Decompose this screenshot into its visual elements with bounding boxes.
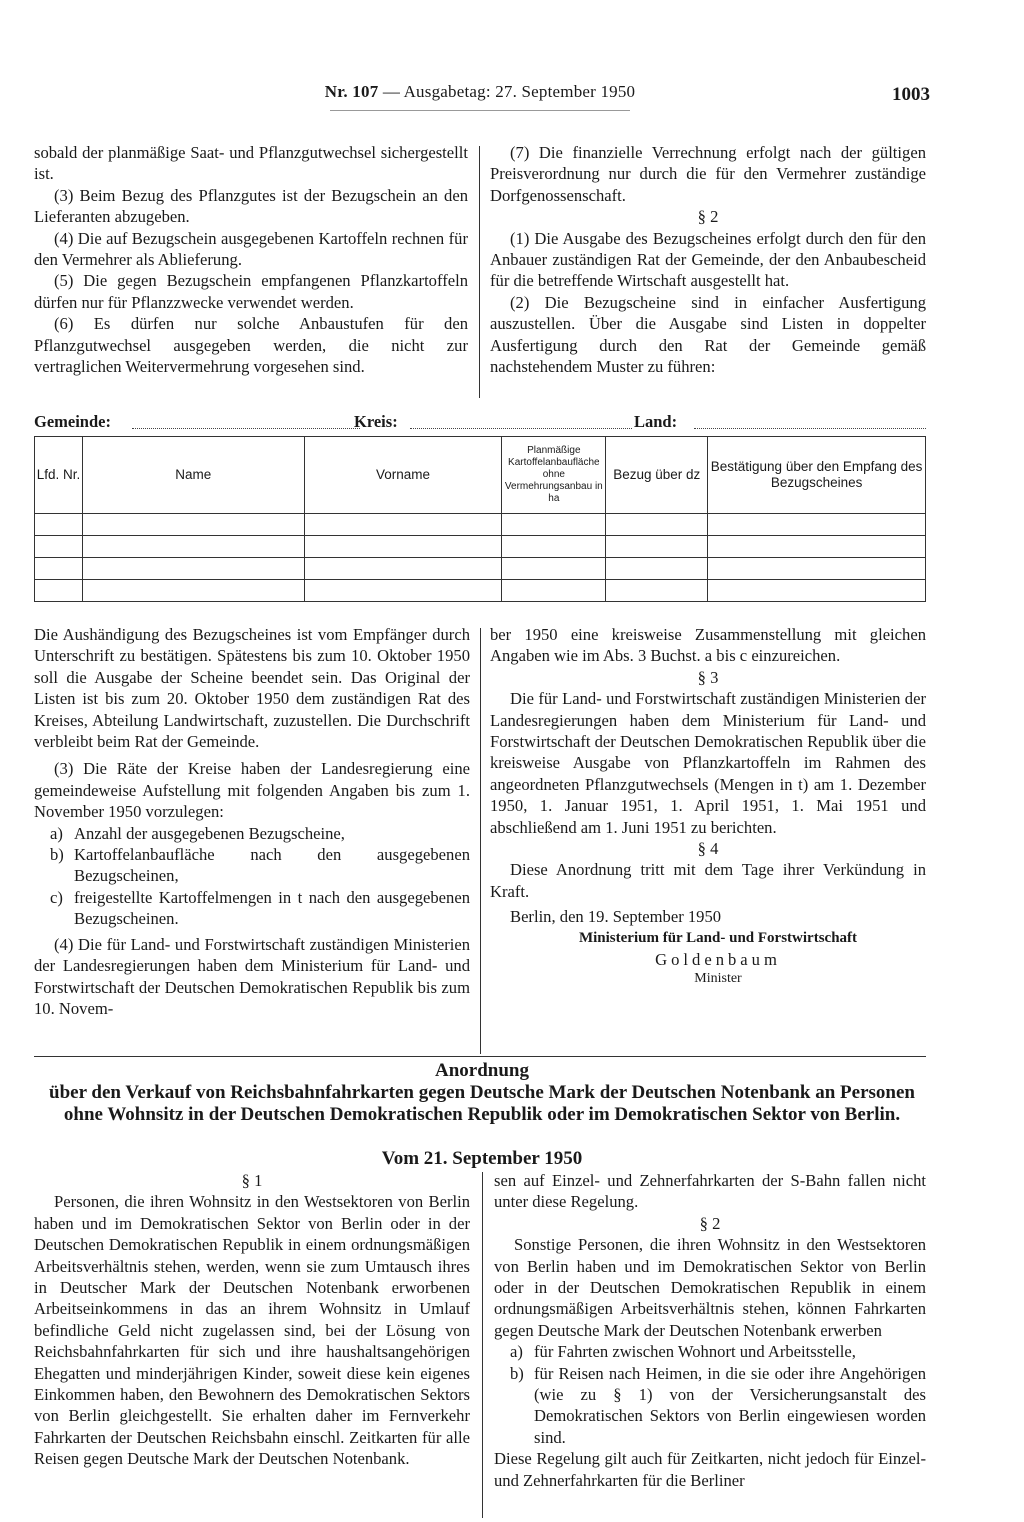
paragraph: Diese Regelung gilt auch für Zeitkarten, nicht jedoch für Einzel- und Zehnerfahrkarten für die Berliner [494, 1449, 926, 1490]
middle-left-column [34, 624, 470, 1019]
paragraph: (4) Die auf Bezugschein ausgegebenen Kartoffeln rechnen für den Vermehrer als Ablieferung. [34, 228, 468, 270]
paragraph: (3) Beim Bezug des Pflanzgutes ist der Bezugschein an den Lieferanten abzugeben. [34, 185, 468, 227]
list-item: c) freigestellte Kartoffelmengen in t nach den ausgegebenen Bezugscheinen. [50, 887, 470, 929]
column-divider [480, 628, 481, 1054]
issue-number: Nr. 107 [324, 82, 379, 101]
gemeinde-label: Gemeinde: [34, 412, 111, 431]
land-label: Land: [634, 412, 678, 431]
form-header-line [34, 412, 926, 434]
header-rule [330, 110, 630, 111]
signer-name: Goldenbaum [655, 950, 781, 970]
list-item: a) für Fahrten zwischen Wohnort und Arbeitsstelle, [510, 1342, 856, 1362]
middle-right-column [490, 624, 926, 987]
land-blank [694, 428, 926, 429]
list-item: b) Kartoffelanbaufläche nach den ausgegebenen Bezugscheinen, [50, 845, 470, 886]
paragraph: (7) Die finanzielle Verrechnung erfolgt nach der gültigen Preisverordnung nur durch die für den Vermehrer zuständige Dorfgenossenschaft. [490, 143, 926, 205]
lower-right-column [494, 1170, 926, 1491]
paragraph: sobald der planmäßige Saat- und Pflanzgutwechsel sichergestellt ist. [34, 143, 468, 184]
issue-date: — Ausgabetag: 27. September 1950 [382, 82, 636, 101]
title-anordnung: Anordnung [435, 1060, 529, 1081]
list-item: a) Anzahl der ausgegebenen Bezugscheine, [50, 823, 345, 843]
column-header: Bestätigung über den Empfang des Bezugscheines [708, 437, 926, 514]
lower-left-column [34, 1170, 470, 1470]
column-header: Name [82, 437, 304, 514]
paragraph: Personen, die ihren Wohnsitz in den Westsektoren von Berlin haben und im Demokratischen Sektor von Berlin oder in der Deutschen Demokratischen Republik in einem ordnungsmäßigen Arbeitsverhältnis stehen, werden, wenn sie zum Umtausch ihres in Deutscher Mark der Deutschen Notenbank erworbenen Arbeitseinkommens in das an ihrem Wohnsitz in Umlauf befindliche Geld nicht zugelassen sind, bei der Lösung von Reichsbahnfahrkarten für sich und ihre haushaltsangehörigen Ehegatten und minderjährigen Kinder, soweit diese kein eigenes Einkommen haben, den Bewohnern des Demokratischen Sektors von Berlin gleichgestellt. Sie erhalten daher im Fernverkehr Fahrkarten der Deutschen Reichsbahn einschl. Zeitkarten für alle Reisen gegen Deutsche Mark der Deutschen Notenbank. [34, 1192, 470, 1469]
kreis-blank [410, 428, 632, 429]
column-divider [479, 146, 480, 398]
paragraph: (1) Die Ausgabe des Bezugscheines erfolgt durch den für den Anbauer zuständigen Rat der Gemeinde, der den Anbaubescheid für die betreffende Wirtschaft ausgestellt hat. [490, 228, 926, 291]
paragraph: Diese Anordnung tritt mit dem Tage ihrer Verkündung in Kraft. [490, 860, 926, 901]
title-date: Vom 21. September 1950 [381, 1148, 583, 1169]
paragraph: (5) Die gegen Bezugschein empfangenen Pflanzkartoffeln dürfen nur für Pflanzzwecke verwendet werden. [34, 271, 468, 312]
paragraph: ber 1950 eine kreisweise Zusammenstellung mit gleichen Angaben wie im Abs. 3 Buchst. a bis c einzureichen. [490, 625, 926, 666]
paragraph: Die für Land- und Forstwirtschaft zuständigen Ministerien der Landesregierungen haben dem Ministerium für Land- und Forstwirtschaft der Deutschen Demokratischen Republik über die kreisweise Ausgabe von Pflanzkartoffeln im Rahmen des angeordneten Pflanzgutwechsels (Mengen in t) am 1. Dezember 1950, 1. Januar 1951, 1. April 1951, 1. Mai 1951 und abschließend am 1. Juni 1951 zu berichten. [490, 689, 926, 837]
section-heading: § 4 [697, 839, 719, 859]
section-heading: § 2 [699, 1213, 721, 1233]
issue-line [30, 82, 930, 102]
column-header: Vorname [304, 437, 502, 514]
table-header-row [35, 437, 926, 514]
column-divider [482, 1172, 483, 1518]
paragraph: sen auf Einzel- und Zehnerfahrkarten der S-Bahn fallen nicht unter diese Regelung. [494, 1171, 926, 1212]
table-row [35, 558, 926, 580]
form-table [34, 436, 926, 602]
table-row [35, 536, 926, 558]
section-heading: § 1 [241, 1171, 263, 1190]
title-subject: über den Verkauf von Reichsbahnfahrkarten gegen Deutsche Mark der Deutschen Notenbank an Personen ohne Wohnsitz in der Deutschen Demokratischen Republik oder im Demokratischen Sektor von Berlin. [49, 1082, 915, 1125]
gemeinde-blank [132, 428, 360, 429]
paragraph: Die Aushändigung des Bezugscheines ist vom Empfänger durch Unterschrift zu bestätigen. Spätestens bis zum 10. Oktober 1950 soll die Ausgabe der Scheine beendet sein. Das Original der Listen ist bis zum 20. Oktober 1950 dem zuständigen Rat des Kreises, Abteilung Landwirtschaft, zuzustellen. Die Durchschrift verbleibt beim Rat der Gemeinde. [34, 625, 470, 752]
paragraph: (4) Die für Land- und Forstwirtschaft zuständigen Ministerien der Landesregierungen haben dem Ministerium für Land- und Forstwirtschaft der Deutschen Demokratischen Republik bis zum 10. Novem- [34, 934, 470, 1018]
column-header: Bezug über dz [606, 437, 708, 514]
section-heading: § 2 [697, 207, 719, 227]
upper-right-column [490, 142, 926, 377]
list-item: b) für Reisen nach Heimen, in die sie oder ihre Angehörigen (wie zu § 1) von der Versicherungsanstalt des Demokratischen Sektors von Berlin eingewiesen worden sind. [510, 1363, 926, 1447]
table-row [35, 580, 926, 602]
column-header: Planmäßige Kartoffelanbaufläche ohne Vermehrungsanbau in ha [502, 437, 606, 514]
section-heading: § 3 [697, 667, 719, 687]
paragraph: (6) Es dürfen nur solche Anbaustufen für den Pflanzgutwechsel ausgegeben werden, die nicht zur vertraglichen Weitervermehrung vorgesehen sind. [34, 314, 468, 377]
table-row [35, 514, 926, 536]
page-header [30, 82, 930, 108]
paragraph: Sonstige Personen, die ihren Wohnsitz in den Westsektoren von Berlin haben und im Demokratischen Sektor von Berlin oder in der Deutschen Demokratischen Republik in einem ordnungsmäßigen Arbeitsverhältnis stehen, können Fahrkarten gegen Deutsche Mark der Deutschen Notenbank erwerben [494, 1235, 926, 1340]
ministry-name: Ministerium für Land- und Forstwirtschaft [578, 929, 858, 946]
paragraph: (3) Die Räte der Kreise haben der Landesregierung eine gemeindeweise Aufstellung mit folgenden Angaben bis zum 1. November 1950 vorzulegen: [34, 759, 470, 822]
place-date: Berlin, den 19. September 1950 [510, 907, 722, 927]
paragraph: (2) Die Bezugscheine sind in einfacher Ausfertigung auszustellen. Über die Ausgabe sind Listen in doppelter Ausfertigung durch den Rat der Gemeinde gemäß nachstehendem Muster zu führen: [490, 292, 926, 377]
kreis-label: Kreis: [354, 412, 398, 431]
signer-role: Minister [694, 970, 742, 986]
page-number: 1003 [892, 84, 930, 105]
section-rule [34, 1056, 926, 1057]
upper-left-column [34, 142, 468, 377]
column-header: Lfd. Nr. [35, 437, 83, 514]
